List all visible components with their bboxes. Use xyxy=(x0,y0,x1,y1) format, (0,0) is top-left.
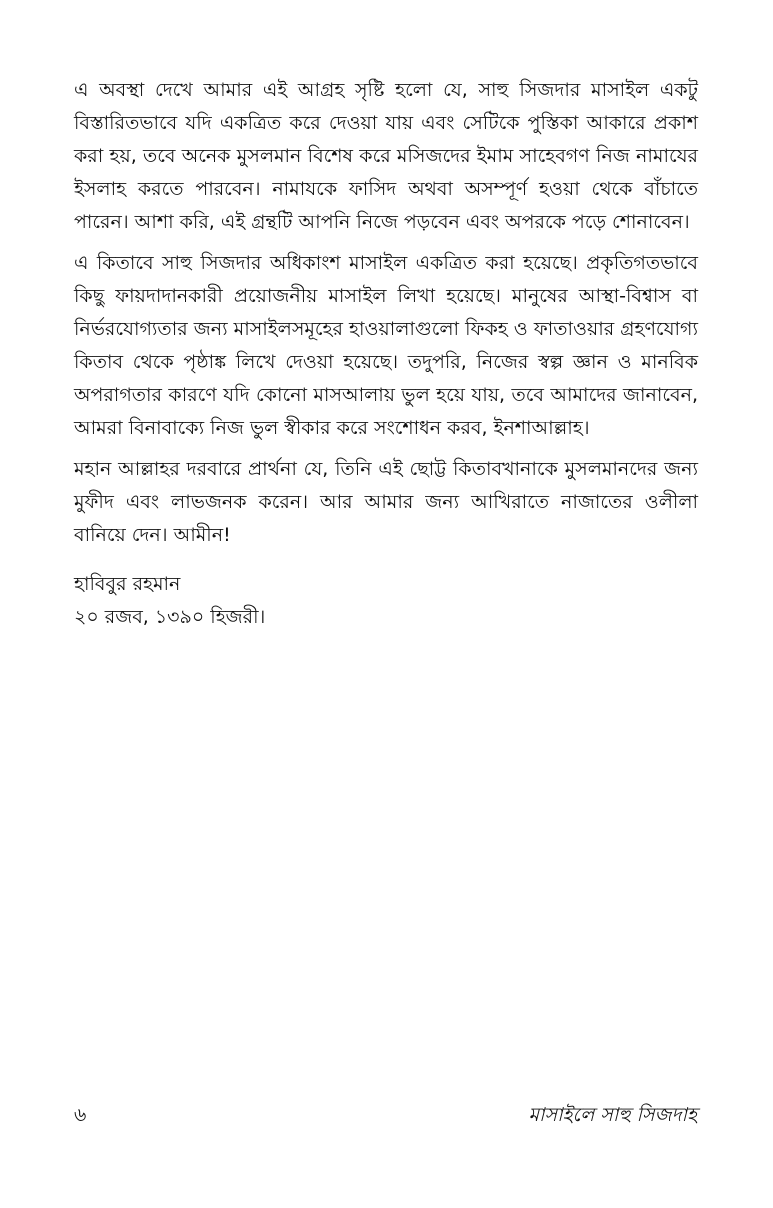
body-text xyxy=(74,74,698,634)
running-footer-title: মাসাইলে সাহু সিজদাহ xyxy=(528,1104,697,1126)
paragraph-2: এ কিতাবে সাহু সিজদার অধিকাংশ মাসাইল একত্রিত করা হয়েছে। প্রকৃতিগতভাবে কিছু ফায়দাদানকারী প্রয়োজনীয় মাসাইল লিখা হয়েছে। মানুষের আস্থা-বিশ্বাস বা নির্ভরযোগ্যতার জন্য মাসাইলসমূহের হাওয়ালাগুলো ফিকহ ও ফাতাওয়ার গ্রহণযোগ্য কিতাব থেকে পৃষ্ঠাঙ্ক লিখে দেওয়া হয়েছে। তদুপরি, নিজের স্বল্প জ্ঞান ও মানবিক অপরাগতার কারণে যদি কোনো মাসআলায় ভুল হয়ে যায়, তবে আমাদের জানাবেন, আমরা বিনাবাক্যে নিজ ভুল স্বীকার করে সংশোধন করব, ইনশাআল্লাহ। xyxy=(74,252,698,439)
signature-block xyxy=(74,568,698,634)
paragraph-1: এ অবস্থা দেখে আমার এই আগ্রহ সৃষ্টি হলো যে, সাহু সিজদার মাসাইল একটু বিস্তারিতভাবে যদি একত্রিত করে দেওয়া যায় এবং সেটিকে পুস্তিকা আকারে প্রকাশ করা হয়, তবে অনেক মুসলমান বিশেষ করে মসিজদের ইমাম সাহেবগণ নিজ নামাযের ইসলাহ করতে পারবেন। নামাযকে ফাসিদ অথবা অসম্পূর্ণ হওয়া থেকে বাঁচাতে পারেন। আশা করি, এই গ্রন্থটি আপনি নিজে পড়বেন এবং অপরকে পড়ে শোনাবেন। xyxy=(74,79,698,233)
paragraph-3: মহান আল্লাহর দরবারে প্রার্থনা যে, তিনি এই ছোট্ট কিতাবখানাকে মুসলমানদের জন্য মুফীদ এবং লাভজনক করেন। আর আমার জন্য আখিরাতে নাজাতের ওলীলা বানিয়ে দেন। আমীন! xyxy=(74,458,698,546)
signature-date: ২০ রজব, ১৩৯০ হিজরী। xyxy=(74,606,266,628)
page-number: ৬ xyxy=(74,1104,87,1126)
author-name: হাবিবুর রহমান xyxy=(74,573,181,595)
